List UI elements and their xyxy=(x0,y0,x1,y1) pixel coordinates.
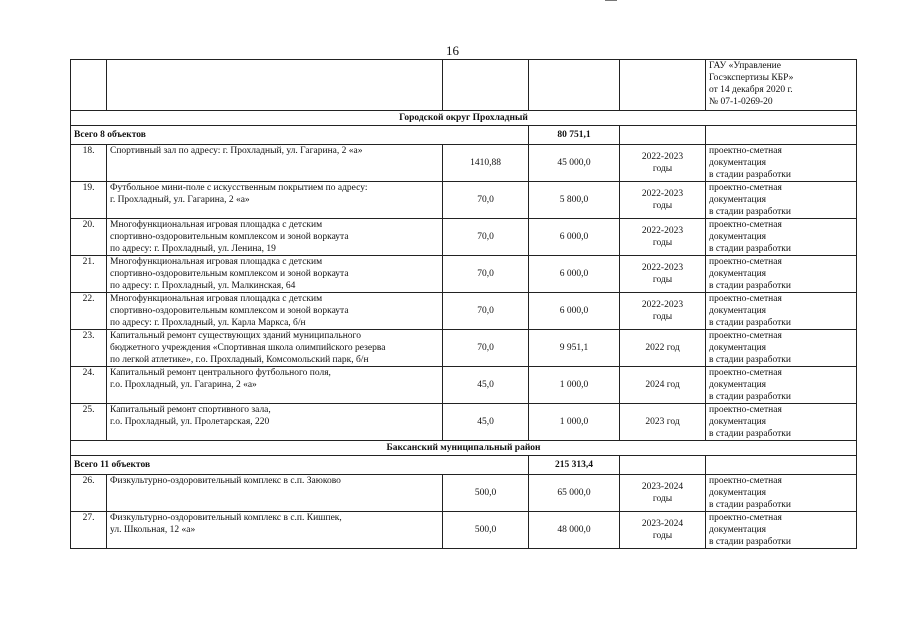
item-period: 2022-2023 годы xyxy=(620,182,706,219)
item-capacity: 70,0 xyxy=(443,293,529,330)
item-number: 27. xyxy=(71,512,107,549)
item-number: 26. xyxy=(71,475,107,512)
item-number: 23. xyxy=(71,330,107,367)
item-status: проектно-сметная документация в стадии разработки xyxy=(706,475,857,512)
item-cost: 6 000,0 xyxy=(529,293,620,330)
item-cost: 1 000,0 xyxy=(529,404,620,441)
header-cell-empty xyxy=(107,60,443,111)
item-capacity: 45,0 xyxy=(443,367,529,404)
table-row xyxy=(71,367,857,404)
objects-table xyxy=(70,59,857,549)
item-capacity: 1410,88 xyxy=(443,145,529,182)
item-number: 22. xyxy=(71,293,107,330)
item-capacity: 500,0 xyxy=(443,512,529,549)
section-total-value: 215 313,4 xyxy=(529,456,620,475)
item-name: Капитальный ремонт существующих зданий муниципального бюджетного учреждения «Спортивная школа олимпийского резерва по легкой атлетике», г.о. Прохладный, Комсомольский парк, б/н xyxy=(107,330,443,367)
section-total-label: Всего 8 объектов xyxy=(71,126,529,145)
item-cost: 5 800,0 xyxy=(529,182,620,219)
header-cell-empty xyxy=(71,60,107,111)
item-name: Капитальный ремонт центрального футбольного поля, г.о. Прохладный, ул. Гагарина, 2 «а» xyxy=(107,367,443,404)
item-capacity: 70,0 xyxy=(443,330,529,367)
section-total-row xyxy=(71,126,857,145)
item-status: проектно-сметная документация в стадии разработки xyxy=(706,219,857,256)
section-header-row xyxy=(71,111,857,126)
item-status: проектно-сметная документация в стадии разработки xyxy=(706,256,857,293)
item-period: 2023 год xyxy=(620,404,706,441)
item-capacity: 45,0 xyxy=(443,404,529,441)
section-title: Городской округ Прохладный xyxy=(71,111,857,126)
item-period: 2022-2023 годы xyxy=(620,145,706,182)
section-header-row xyxy=(71,441,857,456)
item-period: 2024 год xyxy=(620,367,706,404)
item-period: 2022-2023 годы xyxy=(620,219,706,256)
table-row xyxy=(71,330,857,367)
item-name: Многофункциональная игровая площадка с детским спортивно-оздоровительным комплексом и зоной воркаута по адресу: г. Прохладный, ул. Ленина, 19 xyxy=(107,219,443,256)
item-status: проектно-сметная документация в стадии разработки xyxy=(706,512,857,549)
table-row xyxy=(71,293,857,330)
item-name: Спортивный зал по адресу: г. Прохладный, ул. Гагарина, 2 «а» xyxy=(107,145,443,182)
item-number: 24. xyxy=(71,367,107,404)
table-row xyxy=(71,145,857,182)
item-status: проектно-сметная документация в стадии разработки xyxy=(706,330,857,367)
item-cost: 65 000,0 xyxy=(529,475,620,512)
item-status: проектно-сметная документация в стадии разработки xyxy=(706,367,857,404)
section-title: Баксанский муниципальный район xyxy=(71,441,857,456)
item-status: проектно-сметная документация в стадии разработки xyxy=(706,404,857,441)
item-number: 21. xyxy=(71,256,107,293)
item-period: 2022 год xyxy=(620,330,706,367)
item-name: Футбольное мини-поле с искусственным покрытием по адресу: г. Прохладный, ул. Гагарина, 2 «а» xyxy=(107,182,443,219)
item-number: 18. xyxy=(71,145,107,182)
item-number: 25. xyxy=(71,404,107,441)
section-total-label: Всего 11 объектов xyxy=(71,456,529,475)
item-cost: 6 000,0 xyxy=(529,256,620,293)
item-name: Физкультурно-оздоровительный комплекс в с.п. Кишпек, ул. Школьная, 12 «а» xyxy=(107,512,443,549)
item-period: 2022-2023 годы xyxy=(620,256,706,293)
table-row xyxy=(71,404,857,441)
item-capacity: 500,0 xyxy=(443,475,529,512)
table-row xyxy=(71,475,857,512)
item-status: проектно-сметная документация в стадии разработки xyxy=(706,293,857,330)
item-period: 2022-2023 годы xyxy=(620,293,706,330)
top-edge-mark xyxy=(605,0,617,4)
table-header-row xyxy=(71,60,857,111)
section-total-row xyxy=(71,456,857,475)
item-number: 20. xyxy=(71,219,107,256)
item-name: Капитальный ремонт спортивного зала, г.о. Прохладный, ул. Пролетарская, 220 xyxy=(107,404,443,441)
item-capacity: 70,0 xyxy=(443,256,529,293)
section-total-value: 80 751,1 xyxy=(529,126,620,145)
empty-cell xyxy=(620,456,706,475)
item-period: 2023-2024 годы xyxy=(620,512,706,549)
table-row xyxy=(71,219,857,256)
table-row xyxy=(71,512,857,549)
item-name: Многофункциональная игровая площадка с детским спортивно-оздоровительным комплексом и зоной воркаута по адресу: г. Прохладный, ул. Малкинская, 64 xyxy=(107,256,443,293)
empty-cell xyxy=(620,126,706,145)
item-capacity: 70,0 xyxy=(443,182,529,219)
table-row xyxy=(71,182,857,219)
item-name: Физкультурно-оздоровительный комплекс в с.п. Заюково xyxy=(107,475,443,512)
empty-cell xyxy=(706,126,857,145)
item-period: 2023-2024 годы xyxy=(620,475,706,512)
item-cost: 1 000,0 xyxy=(529,367,620,404)
header-cell-empty xyxy=(620,60,706,111)
expertise-stamp-note: ГАУ «Управление Госэкспертизы КБР» от 14 декабря 2020 г. № 07-1-0269-20 xyxy=(706,60,857,111)
item-cost: 45 000,0 xyxy=(529,145,620,182)
item-name: Многофункциональная игровая площадка с детским спортивно-оздоровительным комплексом и зоной воркаута по адресу: г. Прохладный, ул. Карла Маркса, б/н xyxy=(107,293,443,330)
item-number: 19. xyxy=(71,182,107,219)
header-cell-empty xyxy=(529,60,620,111)
table-row xyxy=(71,256,857,293)
item-cost: 9 951,1 xyxy=(529,330,620,367)
item-status: проектно-сметная документация в стадии разработки xyxy=(706,182,857,219)
item-capacity: 70,0 xyxy=(443,219,529,256)
page-number: 16 xyxy=(446,43,459,58)
header-cell-empty xyxy=(443,60,529,111)
empty-cell xyxy=(706,456,857,475)
item-cost: 48 000,0 xyxy=(529,512,620,549)
item-cost: 6 000,0 xyxy=(529,219,620,256)
item-status: проектно-сметная документация в стадии разработки xyxy=(706,145,857,182)
